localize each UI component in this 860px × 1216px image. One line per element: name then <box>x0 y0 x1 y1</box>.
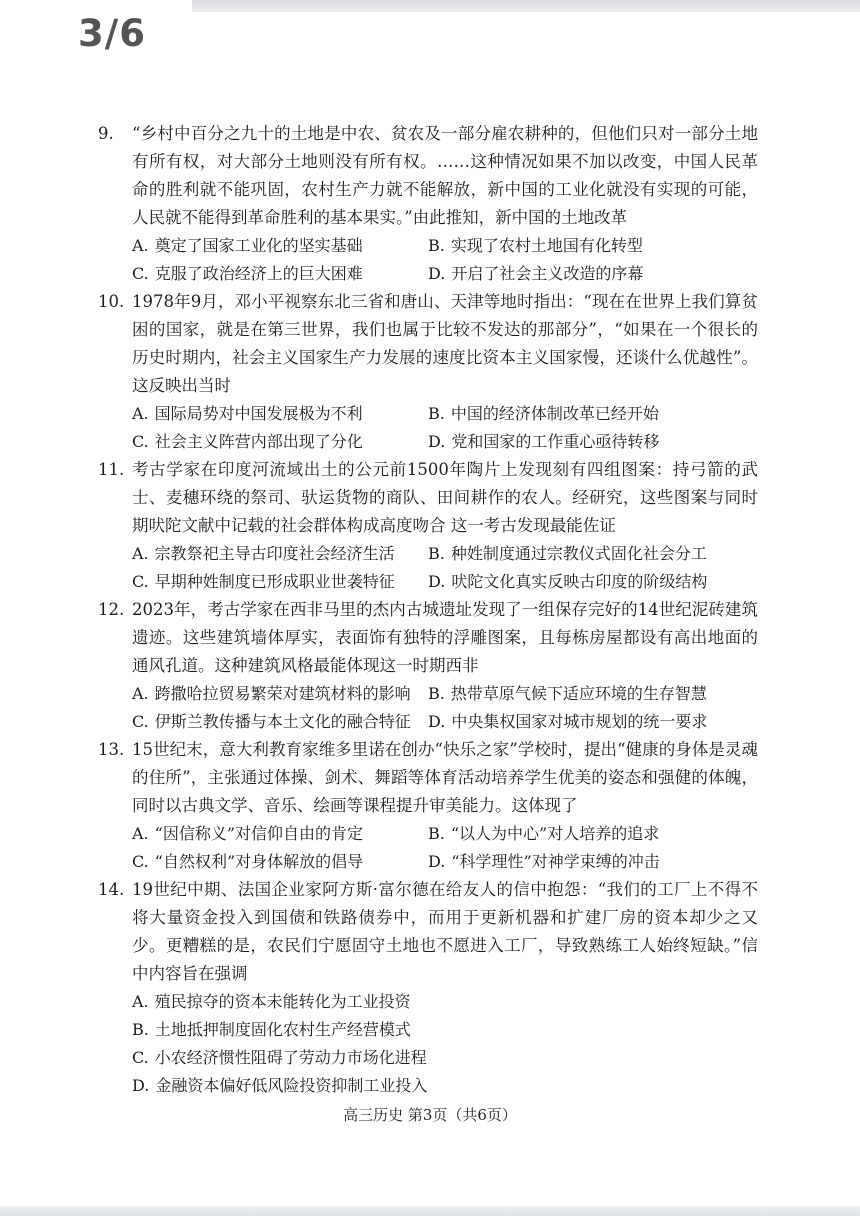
question-stem: 2023年，考古学家在西非马里的杰内古城遗址发现了一组保存完好的14世纪泥砖建筑遗迹。这些建筑墙体厚实，表面饰有独特的浮雕图案，且每栋房屋都设有高出地面的通风孔道。这种建筑风格最能体现这一时期西非 <box>132 600 758 675</box>
question-12 <box>98 596 758 736</box>
option-c: C. 克服了政治经济上的巨大困难 <box>132 264 363 283</box>
option-a: A. 跨撒哈拉贸易繁荣对建筑材料的影响 <box>132 684 411 703</box>
option-d: D. 党和国家的工作重心亟待转移 <box>428 432 660 451</box>
question-stem: “乡村中百分之九十的土地是中农、贫农及一部分雇农耕种的，但他们只对一部分土地有所有权，对大部分土地则没有所有权。……这种情况如果不加以改变，中国人民革命的胜利就不能巩固，农村生产力就不能解放，新中国的工业化就没有实现的可能，人民就不能得到革命胜利的基本果实。”由此推知，新中国的土地改革 <box>132 124 758 227</box>
question-13 <box>98 736 758 876</box>
question-stem: 1978年9月，邓小平视察东北三省和唐山、天津等地时指出：“现在在世界上我们算贫困的国家，就是在第三世界，我们也属于比较不发达的那部分”，“如果在一个很长的历史时期内，社会主义国家生产力发展的速度比资本主义国家慢，还谈什么优越性”。这反映出当时 <box>132 292 758 395</box>
top-scroll-edge <box>192 0 860 12</box>
question-number: 9. <box>98 124 114 143</box>
question-10 <box>98 288 758 456</box>
option-d: D. 中央集权国家对城市规划的统一要求 <box>428 712 708 731</box>
page-footer: 高三历史 第3页（共6页） <box>343 1106 517 1124</box>
option-d: D. 开启了社会主义改造的序幕 <box>428 264 644 283</box>
option-a: A. “因信称义”对信仰自由的肯定 <box>132 824 364 843</box>
options <box>98 680 758 736</box>
option-c: C. 社会主义阵营内部出现了分化 <box>132 432 363 451</box>
question-9 <box>98 120 758 288</box>
question-11 <box>98 456 758 596</box>
question-14 <box>98 876 758 1100</box>
option-d: D. 吠陀文化真实反映古印度的阶级结构 <box>428 572 708 591</box>
option-c: C. 伊斯兰教传播与本土文化的融合特征 <box>132 712 411 731</box>
question-number: 11. <box>98 460 125 479</box>
option-b: B. 热带草原气候下适应环境的生存智慧 <box>428 684 707 703</box>
option-a: A. 宗教祭祀主导古印度社会经济生活 <box>132 544 395 563</box>
question-stem: 15世纪末，意大利教育家维多里诺在创办“快乐之家”学校时，提出“健康的身体是灵魂的住所”，主张通过体操、剑术、舞蹈等体育活动培养学生优美的姿态和强健的体魄，同时以古典文学、音乐、绘画等课程提升审美能力。这体现了 <box>132 740 758 815</box>
option-b: B. 种姓制度通过宗教仪式固化社会分工 <box>428 544 707 563</box>
question-number: 13. <box>98 740 125 759</box>
option-b: B. 土地抵押制度固化农村生产经营模式 <box>132 1020 411 1039</box>
question-number: 12. <box>98 600 125 619</box>
options <box>98 400 758 456</box>
option-d: D. “科学理性”对神学束缚的冲击 <box>428 852 660 871</box>
options <box>98 540 758 596</box>
option-a: A. 殖民掠夺的资本未能转化为工业投资 <box>132 992 411 1011</box>
options <box>98 232 758 288</box>
option-a: A. 国际局势对中国发展极为不利 <box>132 404 363 423</box>
option-c: C. “自然权利”对身体解放的倡导 <box>132 852 364 871</box>
option-b: B. 实现了农村土地国有化转型 <box>428 236 643 255</box>
bottom-scroll-edge <box>0 1206 860 1216</box>
question-number: 10. <box>98 292 125 311</box>
option-d: D. 金融资本偏好低风险投资抑制工业投入 <box>132 1076 428 1095</box>
question-list <box>98 120 758 1100</box>
question-stem: 19世纪中期、法国企业家阿方斯·富尔德在给友人的信中抱怨：“我们的工厂上不得不将大量资金投入到国债和铁路债券中，而用于更新机器和扩建厂房的资本却少之又少。更糟糕的是，农民们宁愿固守土地也不愿进入工厂，导致熟练工人始终短缺。”信中内容旨在强调 <box>132 880 758 983</box>
options <box>98 820 758 876</box>
question-number: 14. <box>98 880 125 899</box>
page-counter: 3/6 <box>78 12 147 55</box>
options <box>98 988 758 1100</box>
option-c: C. 早期种姓制度已形成职业世袭特征 <box>132 572 395 591</box>
option-a: A. 奠定了国家工业化的坚实基础 <box>132 236 363 255</box>
option-b: B. 中国的经济体制改革已经开始 <box>428 404 659 423</box>
option-b: B. “以人为中心”对人培养的追求 <box>428 824 660 843</box>
question-stem: 考古学家在印度河流域出土的公元前1500年陶片上发现刻有四组图案：持弓箭的武士、麦穗环绕的祭司、驮运货物的商队、田间耕作的农人。经研究，这些图案与同时期吠陀文献中记载的社会群体构成高度吻合 这一考古发现最能佐证 <box>132 460 758 535</box>
option-c: C. 小农经济惯性阻碍了劳动力市场化进程 <box>132 1048 427 1067</box>
